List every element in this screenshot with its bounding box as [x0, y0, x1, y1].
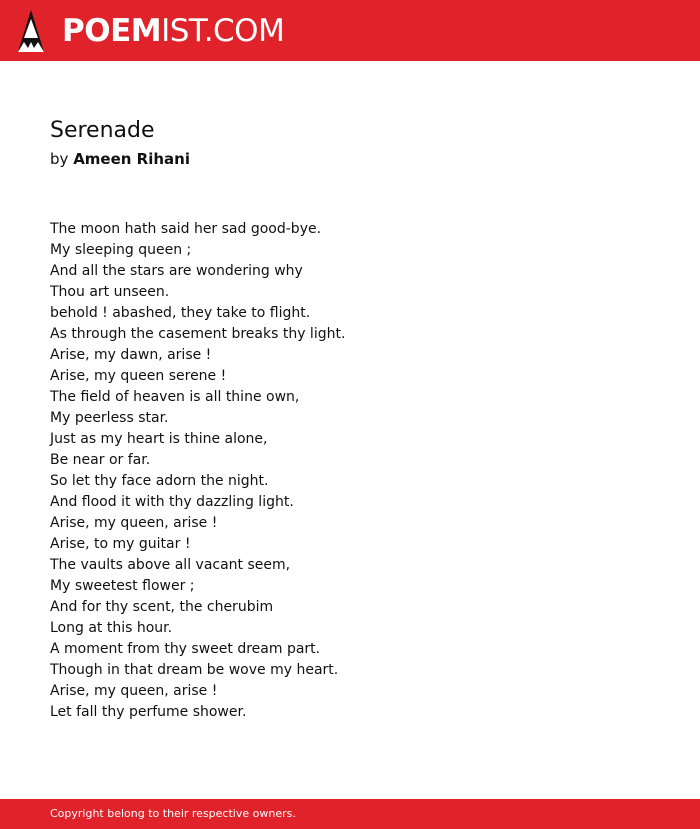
poem-line: Long at this hour.	[50, 620, 173, 636]
by-label: by	[50, 150, 69, 168]
poem-line: Though in that dream be wove my heart.	[50, 662, 339, 678]
poem-line: So let thy face adorn the night.	[50, 473, 269, 489]
logo-bold-text: POEM	[62, 13, 162, 49]
site-logo[interactable]	[62, 11, 284, 51]
poem-line: And for thy scent, the cherubim	[50, 599, 274, 615]
poem-line: And all the stars are wondering why	[50, 263, 303, 279]
poem-line: My sweetest flower ;	[50, 578, 195, 594]
poem-line: Arise, my queen serene !	[50, 368, 227, 384]
site-header	[0, 0, 700, 61]
poem-line: The vaults above all vacant seem,	[50, 557, 291, 573]
poem-line: The moon hath said her sad good-bye.	[50, 221, 322, 237]
poem-body	[50, 219, 650, 723]
poem-line: The field of heaven is all thine own,	[50, 389, 300, 405]
poem-line: Arise, to my guitar !	[50, 536, 191, 552]
poem-line: Just as my heart is thine alone,	[50, 431, 268, 447]
logo-light-text: IST.COM	[161, 13, 285, 49]
pencil-tip-icon[interactable]	[18, 10, 44, 52]
copyright-text: Copyright belong to their respective owners.	[50, 807, 296, 820]
poem-line: A moment from thy sweet dream part.	[50, 641, 321, 657]
poem-line: behold ! abashed, they take to flight.	[50, 305, 311, 321]
byline	[50, 149, 190, 169]
poem-line: Let fall thy perfume shower.	[50, 704, 247, 720]
author-name: Ameen Rihani	[73, 150, 190, 168]
poem-line: My sleeping queen ;	[50, 242, 192, 258]
poem-line: Arise, my dawn, arise !	[50, 347, 212, 363]
site-footer	[0, 799, 700, 829]
poem-line: Arise, my queen, arise !	[50, 515, 218, 531]
poem-line: And flood it with thy dazzling light.	[50, 494, 294, 510]
poem-line: Thou art unseen.	[50, 284, 170, 300]
poem-title: Serenade	[50, 118, 155, 143]
poem-line: Be near or far.	[50, 452, 151, 468]
poem-line: Arise, my queen, arise !	[50, 683, 218, 699]
poem-line: As through the casement breaks thy light.	[50, 326, 346, 342]
poem-line: My peerless star.	[50, 410, 169, 426]
